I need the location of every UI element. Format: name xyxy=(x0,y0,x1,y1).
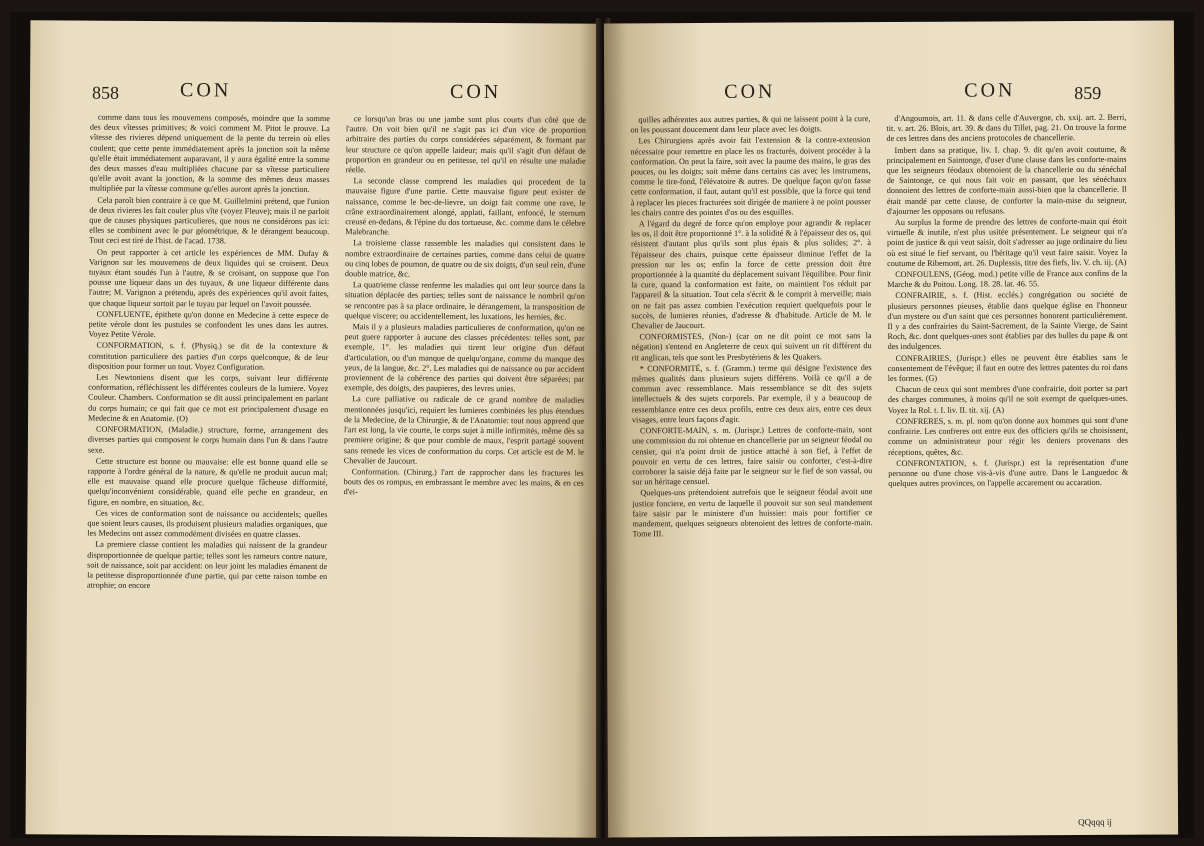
paragraph: d'Angoumois, art. 11. & dans celle d'Auvergne, ch. xxij. art. 2. Berri, tit. v. art. 26. Blois, art. 39. & dans du Tillet, pag. 21. On trouve la forme de ces lettres dans des anciens protocoles de chancellerie. xyxy=(886,112,1127,144)
paragraph: La premiere classe contient les maladies qui naissent de la grandeur disproportionnée de quelque partie; telles sont les rameurs contre nature, soit de naissance, soit par accident: on leur joint les maladies émanent de la petitesse disproportionnée d'une partie, qui par cette raison tombe en atrophie; on encore xyxy=(87,539,328,591)
paragraph: Conformation. (Chirurg.) l'art de rapprocher dans les fractures les bouts des os rompus, en embrassant le membre avec les mains, & en ces d'ei- xyxy=(343,467,584,497)
paragraph: La cure palliative ou radicale de ce grand nombre de maladies mentionnées jusqu'ici, requiert les lumieres combinées les plus étendues de la Medecine, de la Chirurgie, & de l'Anatomie: tout nous apprend que l'art est long, la vie courte, le corps sujet à mille infirmités, même dès sa premiere origine; & que pour comble de maux, l'esprit partagé souvent sans remede les vices de conformation du corps. Cet article est de M. le Chevalier de Jaucourt. xyxy=(343,394,585,466)
paragraph: Cela paroît bien contraire à ce que M. Guillelmini prétend, que l'union de deux rivieres les fait couler plus vîte (voyez Fleuve); mais il ne parloit que de causes physiques particulieres, que nous ne considérons pas ici: elles se combinent avec le pur géométrique, & le dérangent beaucoup. Tout ceci est tiré de l'hist. de l'acad. 1738. xyxy=(89,195,330,246)
text-column-left xyxy=(86,113,330,814)
running-head: CON xyxy=(180,79,232,102)
paragraph: Ces vices de conformation sont de naissance ou accidentels; quelles que soient leurs causes, ils produisent plusieurs maladies organiques, que les Medecins ont assez commodément divisées en quatre classes. xyxy=(87,508,328,540)
paragraph: CONFRERES, s. m. pl. nom qu'on donne aux hommes qui sont d'une confrairie. Les confreres ont entre eux des officiers qu'ils se choisissent, comme un administrateur pour régir les deniers provenans des réceptions, quêtes, &c. xyxy=(887,415,1129,457)
paragraph: CONFORMISTES, (Non-) (car on ne dit point ce mot sans la négation) s'entend en Angleterre de ceux qui suivent un rit différent du rit anglican, tels que sont les Presbytériens & les Quakers. xyxy=(631,331,872,363)
text-column-right xyxy=(886,113,1130,814)
paragraph: CONFORMATION, s. f. (Physiq.) se dit de la contexture & constitution particuliere des parties d'un corps quelconque, & de leur disposition pour former un tout. Voyez Configuration. xyxy=(88,341,329,372)
paragraph: CONFRAIRIES, (Jurispr.) elles ne peuvent être établies sans le consentement de l'évêque; il faut en outre des lettres patentes du roi dans les formes. (G) xyxy=(887,352,1128,384)
paragraph: La seconde classe comprend les maladies qui procedent de la mauvaise figure d'une partie. Cette mauvaise figure peut exister de naissance, comme le bec-de-lievre, un doigt fait comme une rave, le crâne extraordinairement alongé, applati, faillant, enfoncé, le sternum creusé en-dedans, & l'épine du dos tortueuse, &c. comme dans le célebre Malebranche. xyxy=(345,176,586,237)
paragraph: A l'égard du degré de force qu'on employe pour agrandir & replacer les os, il doit être proportionné 1°. à la solidité & à l'épaisseur des os, qui résistent d'autant plus qu'ils sont plus épais & plus solides; 2°. à l'épaisseur des chairs, puisque cette épaisseur diminue l'effet de la pression sur les os; enfin la force de cette pression doit être proportionnée à la quantité du déplacement suivant l'équilibre. Pour finir la cure, quand la conformation est faite, on maintient l'os réduit par l'appareil & la situation. Tout cela s'écrit & le comprit à merveille; mais on ne fait pas assez combien l'exécution requiert quelquefois pour le succès, de lumieres réunies, d'adresse & d'habitude. Article de M. le Chevalier de Jaucourt. xyxy=(630,218,872,331)
open-book xyxy=(10,12,1194,838)
paragraph: La troisieme classe rassemble les maladies qui consistent dans le nombre extraordinaire de certaines parties, comme dans celui de quatre ou cinq lobes de poumon, de quatre ou de six doigts, d'un seul rein, d'une double matrice, &c. xyxy=(344,238,586,279)
paragraph: On peut rapporter à cet article les expériences de MM. Dufay & Varignon sur les mouvemens de deux liquides qui se croisent. Deux tuyaux étant soudés l'un à l'autre, & se croisant, on suppose que l'on pousse une liqueur dans un des tuyaux, & une liqueur différente dans l'autre; M. Varignon a prétendu, après des expériences qu'il avoit faites, que chaque liqueur sortoit par le tuyau par lequel on l'avoit poussée. xyxy=(88,247,330,309)
text-column-left xyxy=(630,114,874,815)
page-number: 859 xyxy=(1074,82,1102,104)
paragraph: Quelques-uns prétendoient autrefois que le seigneur féodal avoit une justice fonciere, en vertu de laquelle il pouvoit sur son seul mandement faire saisir par le ministere d'un huissier: mais pour fortifier ce mandement, quelques seigneurs obtenoient des lettres de conforte-main. Tome III. xyxy=(632,487,873,539)
paragraph: ce lorsqu'un bras ou une jambe sont plus courts d'un côté que de l'autre. On voit bien qu'il ne s'agit pas ici d'un vice de proportion arbitraire des parties du corps considérées séparément, & formant par leur structure ce qu'on appelle laideur; mais qu'il s'agit d'un défaut de proportion en grandeur ou en petitesse, tel qu'il en résulte une maladie réelle. xyxy=(345,114,586,175)
paragraph: CONFRONTATION, s. f. (Jurispr.) est la représentation d'une personne ou d'une chose vis-à-vis d'une autre. Dans le Languedoc & quelques autres provinces, on l'appelle accarement ou accaration. xyxy=(888,457,1129,489)
paragraph: * CONFORMITÉ, s. f. (Gramm.) terme qui désigne l'existence des mêmes qualités dans plusieurs sujets différens. Voilà ce qu'il a de commun avec ressemblance. Mais ressemblance se dit des sujets intellectuels & des sujets corporels. Par exemple, il y a beaucoup de ressemblance entre ces deux profils, entre ces deux airs, entre ces deux visages, entre leurs façons d'agir. xyxy=(631,362,872,425)
paragraph: quilles adhérentes aux autres parties, & qui ne laissent point à la cure, on les poussant doucement dans leur place avec les doigts. xyxy=(630,114,871,135)
signature-mark: QQqqq ij xyxy=(1078,816,1112,828)
running-head: CON xyxy=(449,80,502,104)
paragraph: Cette structure est bonne ou mauvaise: elle est bonne quand elle se rapporte à l'ordre général de la nature, & qu'elle ne produit aucun mal; elle est mauvaise quand elle procure quelque fâcheuse difformité, quelqu'inconvénient considérable, quand elle peche en grandeur, en figure, en nombre, en situation, &c. xyxy=(87,456,328,507)
running-head: CON xyxy=(964,79,1016,102)
left-page xyxy=(26,20,603,837)
paragraph: Mais il y a plusieurs maladies particulieres de conformation, qu'on ne peut guere rapporter à aucune des classes précédentes: telles sont, par exemple, 1°. les maladies qui tirent leur origine d'un défaut d'articulation, ou d'un manque de quelqu'organe, comme du manque des yeux, de la langue, &c. 2°. Les maladies qui de naissance ou par accident proviennent de la cohérence des parties qui doivent être séparées; par exemple, des doigts, des paupieres, des levres unies. xyxy=(344,322,585,394)
paragraph: comme dans tous les mouvemens composés, moindre que la somme des deux vîtesses primitives; & voici comment M. Pitot le prouve. La vîtesse des rivieres dépend uniquement de la pente du terrein où elles coulent; que cette pente immédiatement après la jonction soit la même qu'elle était immédiatement auparavant, il y aura égalité entre la somme des deux masses d'eau multipliées chacune par sa vîtesse particuliere qu'elle avoit avant la jonction, & la somme des mêmes deux masses multipliée par la vîtesse commune qu'elles auront après la jonction. xyxy=(89,112,330,195)
paragraph: Les Newtoniens disent que les corps, suivant leur différente conformation, réfléchissent les différentes couleurs de la lumiere. Voyez Couleur. Chambers. Conformation se dit aussi principalement en parlant du corps humain; ce qui fait que ce mot est principalement d'usage en Medecine & en Anatomie. (O) xyxy=(88,372,329,424)
paragraph: CONFLUENTE, épithete qu'on donne en Medecine à cette espece de petite vérole dont les pustules se confondent les unes dans les autres. Voyez Petite Vérole. xyxy=(88,309,329,340)
page-number: 858 xyxy=(91,82,120,103)
paragraph: CONFORMATION, (Maladie.) structure, forme, arrangement des diverses parties qui composent le corps humain dans l'un & dans l'autre sexe. xyxy=(87,424,329,455)
paragraph: CONFRAIRIE, s. f. (Hist. ecclés.) congrégation ou société de plusieurs personnes pieuses, établie dans quelque église en l'honneur d'un mystere ou d'un saint que ces personnes honorent particuliérement. Il y a des confrairies du Saint-Sacrement, de la Sainte Vierge, de Saint Roch, &c. dont quelques-unes sont établies par des bulles du pape & ont des indulgences. xyxy=(887,290,1128,352)
paragraph: CONFOULENS, (Géog. mod.) petite ville de France aux confins de la Marche & du Poitou. Long. 18. 28. lat. 46. 55. xyxy=(887,268,1128,290)
running-head: CON xyxy=(724,80,776,103)
paragraph: Imbert dans sa pratique, liv. I. chap. 9. dit qu'en avoit coutume, & principalement en Saintonge, d'user d'une clause dans les conforte-mains que les seigneurs féodaux obtenoient de la chancellerie ou du sénéchal de Saintonge, ce qui nous fait voir en passant, que les sénéchaux donnoient des lettres de conforte-main aussi-bien que la chancellerie. Il était mandé par cette clause, de conforter la main-mise du seigneur, d'ajourner les opposans ou refusans. xyxy=(886,144,1127,216)
right-page xyxy=(604,21,1178,838)
paragraph: Les Chirurgiens après avoir fait l'extension & la contre-extension nécessaire pour remettre en place les os fracturés, doivent procéder à la conformation. On peut la faire, soit avec la paume des mains, le gras des pouces, ou les doigts; soit même dans certains cas avec les instrumens, comme le tire-fond, l'élévatoire & autres. De quelque façon qu'on fasse cette conformation, il faut, autant qu'il est possible, que la force qui tend à replacer les pieces fracturées soit dirigée de maniere à ne point pousser les chairs contre des pointes d'os ou des esquilles. xyxy=(630,135,871,218)
text-column-right xyxy=(342,114,586,815)
paragraph: Chacun de ceux qui sont membres d'une confrairie, doit porter sa part des charges communes, à moins qu'il ne soit exempt de quelques-unes. Voyez la Rol. t. I. liv. II. tit. xij. (A) xyxy=(887,384,1128,415)
paragraph: CONFORTE-MAIN, s. m. (Jurispr.) Lettres de conforte-main, sont une commission du roi obtenue en chancellerie par un seigneur féodal ou censier, qui n'a point droit de justice attaché à son fief, à l'effet de pouvoir en vertu de ces lettres, faire saisir ou conforter, c'est-à-dire corroborer la saisie déjà faite par le seigneur sur le fief de son vassal, ou sur un héritage censuel. xyxy=(632,425,873,487)
paragraph: La quatrieme classe renferme les maladies qui ont leur source dans la situation déplacée des parties; telles sont de naissance le nombril qu'on se rencontre pas à sa place ordinaire, le dérangement, la transposition de quelque viscere; ou accidentellement, les luxations, les hernies, &c. xyxy=(344,280,585,322)
paragraph: Au surplus la forme de prendre des lettres de conforte-main qui étoit virtuelle & inutile, n'est plus usitée présentement. Le seigneur qui n'a point de justice & qui veut saisir, doit s'adresser au juge ordinaire du lieu où est situé le fief servant, ou l'héritage qu'il veut faire saisir. Voyez la coutume de Ribemont, art. 26. Duplessis, titre des fiefs, liv. V. ch. iij. (A) xyxy=(886,216,1128,268)
